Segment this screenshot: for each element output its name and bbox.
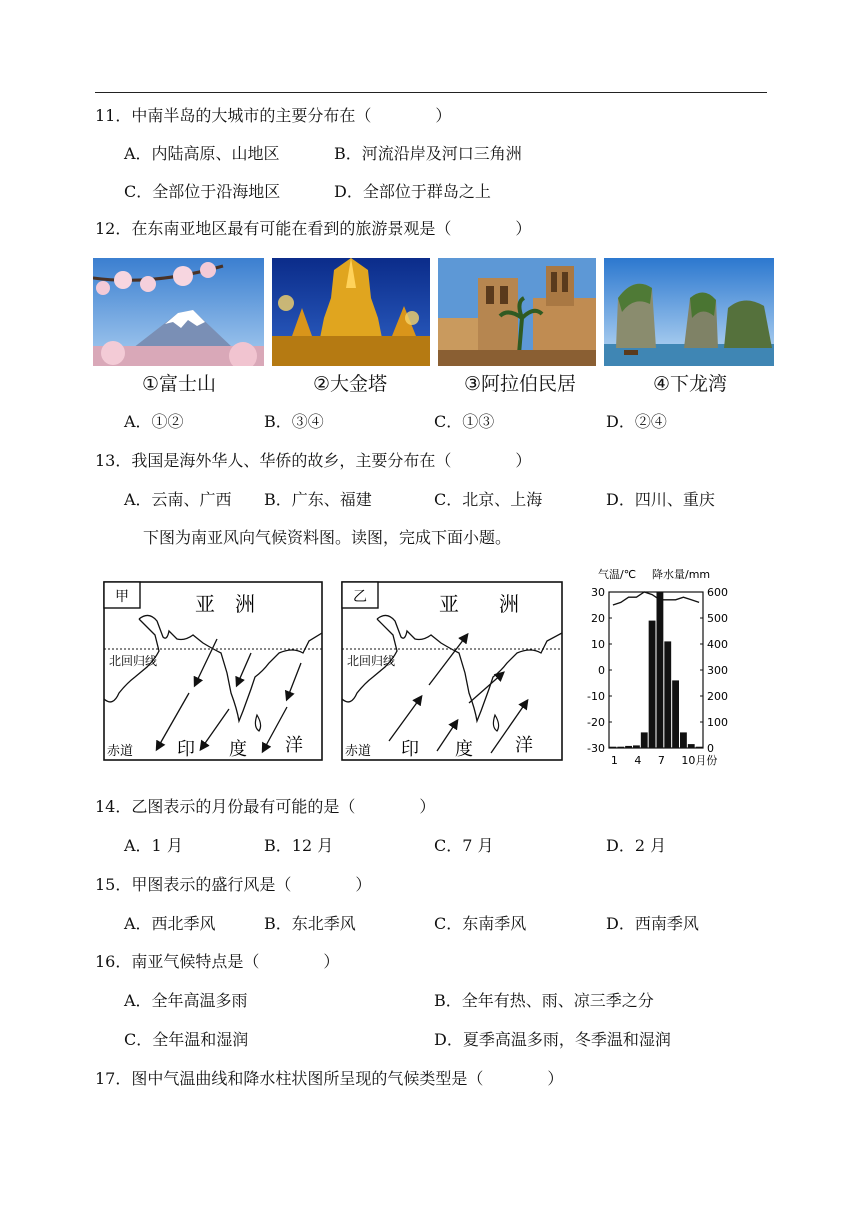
q16-stem: 16．南亚气候特点是（ ）	[95, 952, 340, 971]
map-jia-asia: 亚 洲	[195, 592, 255, 616]
map-jia-equator: 赤道	[107, 744, 134, 759]
chart-left-tick-label: 10	[591, 638, 605, 651]
precip-bar	[641, 732, 648, 748]
q14-stem: 14．乙图表示的月份最有可能的是（ ）	[95, 797, 436, 816]
q17-stem: 17．图中气温曲线和降水柱状图所呈现的气候类型是（ ）	[95, 1069, 564, 1088]
map-jia-ocean-2: 度	[229, 739, 247, 760]
chart-x-tick-label: 10月份	[681, 754, 718, 767]
chart-left-tick-label: 30	[591, 586, 605, 599]
q12-stem: 12．在东南亚地区最有可能在看到的旅游景观是（ ）	[95, 219, 532, 238]
map-yi-ocean-2: 度	[455, 739, 473, 760]
precip-bar	[649, 621, 656, 748]
chart-left-tick-label: 0	[598, 664, 605, 677]
chart-left-tick-label: -30	[587, 742, 605, 755]
chart-left-tick-label: -10	[587, 690, 605, 703]
chart-right-tick-label: 400	[707, 638, 728, 651]
chart-right-tick-label: 600	[707, 586, 728, 599]
q16-option-a[interactable]: A．全年高温多雨	[124, 991, 248, 1010]
chart-x-tick-label: 4	[634, 754, 642, 767]
photo-halong-bay	[604, 258, 774, 366]
q14-option-a[interactable]: A．1 月	[124, 836, 183, 855]
map-yi-ocean-3: 洋	[515, 735, 533, 756]
caption-2: ②大金塔	[312, 373, 388, 395]
q11-option-a[interactable]: A．内陆高原、山地区	[124, 144, 280, 163]
chart-right-tick-label: 500	[707, 612, 728, 625]
q14-option-d[interactable]: D．2 月	[606, 836, 667, 855]
q11-option-c[interactable]: C．全部位于沿海地区	[124, 182, 281, 201]
precip-bar	[657, 592, 664, 748]
q15-stem: 15．甲图表示的盛行风是（ ）	[95, 875, 372, 894]
chart-right-tick-label: 100	[707, 716, 728, 729]
q15-option-d[interactable]: D．西南季风	[606, 914, 699, 933]
precip-bar	[633, 745, 640, 748]
chart-plot-area	[609, 592, 703, 748]
chart-right-tick-label: 0	[707, 742, 714, 755]
map-jia-ocean-1: 印	[177, 739, 195, 760]
q12-option-d[interactable]: D．②④	[606, 412, 667, 431]
photo-arab-dwellings	[438, 258, 596, 366]
q11-stem: 11．中南半岛的大城市的主要分布在（ ）	[95, 106, 452, 125]
precip-bar	[672, 680, 679, 748]
q12-option-a[interactable]: A．①②	[124, 412, 184, 431]
header-rule	[95, 92, 767, 93]
map-jia	[103, 581, 323, 761]
q15-option-c[interactable]: C．东南季风	[434, 914, 527, 933]
precip-bar	[688, 744, 695, 748]
chart-x-tick-label: 7	[657, 754, 665, 767]
q16-option-b[interactable]: B．全年有热、雨、凉三季之分	[434, 991, 654, 1010]
chart-right-tick-label: 200	[707, 690, 728, 703]
map-yi	[341, 581, 561, 761]
q14-option-b[interactable]: B．12 月	[264, 836, 334, 855]
q16-option-d[interactable]: D．夏季高温多雨，冬季温和湿润	[434, 1030, 671, 1049]
chart-left-tick-label: -20	[587, 716, 605, 729]
q12-option-c[interactable]: C．①③	[434, 412, 495, 431]
climate-chart	[586, 566, 746, 776]
photo-mount-fuji	[93, 258, 264, 366]
precip-bar	[680, 732, 687, 748]
chart-right-tick-label: 300	[707, 664, 728, 677]
map-yi-ocean-1: 印	[401, 739, 419, 760]
q13-option-b[interactable]: B．广东、福建	[264, 490, 372, 509]
map-yi-equator: 赤道	[345, 744, 372, 759]
q14-option-c[interactable]: C．7 月	[434, 836, 494, 855]
photo-golden-pagoda	[272, 258, 430, 366]
precip-bar	[617, 747, 624, 748]
q13-option-d[interactable]: D．四川、重庆	[606, 490, 715, 509]
q11-option-d[interactable]: D．全部位于群岛之上	[334, 182, 491, 201]
caption-3: ③阿拉伯民居	[463, 373, 577, 395]
q13-stem: 13．我国是海外华人、华侨的故乡，主要分布在（ ）	[95, 451, 532, 470]
q13-option-c[interactable]: C．北京、上海	[434, 490, 543, 509]
precip-bar	[625, 746, 632, 748]
chart-ylabel-right: 降水量/mm	[652, 568, 711, 581]
caption-1: ①富士山	[141, 373, 217, 395]
caption-4: ④下龙湾	[652, 373, 728, 395]
q16-option-c[interactable]: C．全年温和湿润	[124, 1030, 249, 1049]
q12-option-b[interactable]: B．③④	[264, 412, 324, 431]
map-jia-ocean-3: 洋	[285, 735, 303, 756]
chart-ylabel-left: 气温/℃	[598, 568, 637, 581]
chart-x-tick-label: 1	[610, 754, 618, 767]
map-yi-tag: 乙	[353, 589, 367, 605]
map-yi-asia: 亚 洲	[439, 592, 519, 616]
q13-option-a[interactable]: A．云南、广西	[124, 490, 232, 509]
map-yi-tropic: 北回归线	[347, 654, 396, 668]
q15-option-b[interactable]: B．东北季风	[264, 914, 356, 933]
q11-option-b[interactable]: B．河流沿岸及河口三角洲	[334, 144, 522, 163]
map-jia-tropic: 北回归线	[109, 654, 158, 668]
chart-left-tick-label: 20	[591, 612, 605, 625]
q15-option-a[interactable]: A．西北季风	[124, 914, 216, 933]
map-jia-tag: 甲	[115, 589, 129, 605]
precip-bar	[664, 641, 671, 748]
intro-text: 下图为南亚风向气候资料图。读图，完成下面小题。	[143, 528, 512, 547]
